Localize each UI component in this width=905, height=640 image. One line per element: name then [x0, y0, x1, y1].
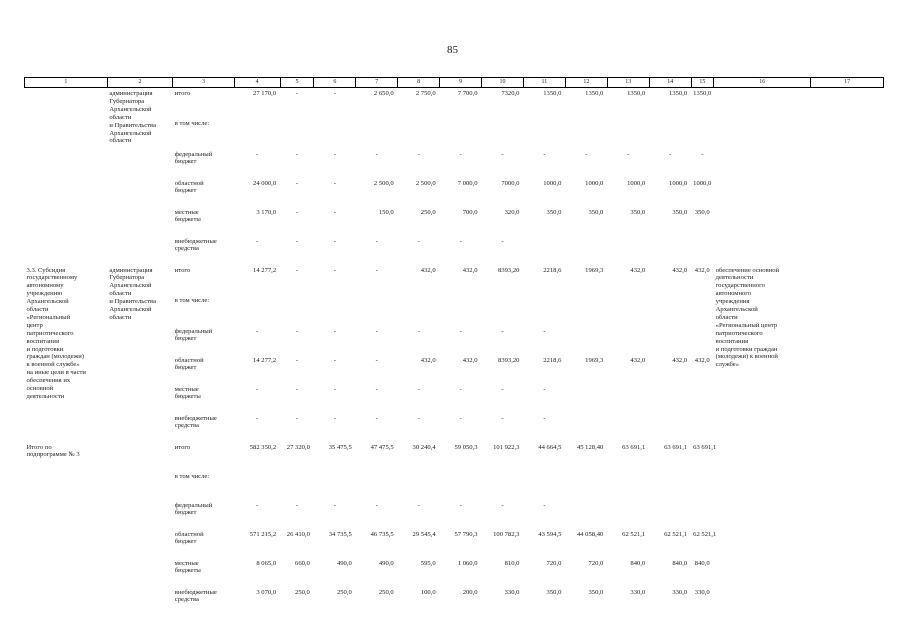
value-cell: -: [375, 266, 378, 274]
value-cell: 350,0: [672, 208, 688, 216]
value-cell: -: [459, 237, 462, 245]
value-cell: 1000,0: [627, 179, 646, 187]
empty-cell: [811, 265, 884, 442]
value-cell: 350,0: [630, 208, 646, 216]
value-cell: [523, 471, 565, 500]
value-cell: [607, 500, 649, 529]
value-cell: [523, 236, 565, 265]
value-cell: -: [256, 414, 259, 422]
value-cell: [565, 236, 607, 265]
value-cell: -: [501, 327, 504, 335]
value-cell: 350,0: [588, 208, 604, 216]
value-cell: -: [256, 327, 259, 335]
value-cell: 330,0: [504, 588, 520, 596]
value-cell: [649, 384, 691, 413]
column-header: 8: [398, 78, 440, 88]
value-cell: [280, 295, 314, 326]
value-cell: 432,0: [672, 356, 688, 364]
value-cell: 320,0: [504, 208, 520, 216]
value-cell: 350,0: [546, 208, 562, 216]
value-cell: 62 521,1: [664, 530, 688, 538]
value-cell: 330,0: [694, 588, 710, 596]
value-cell: -: [417, 385, 420, 393]
value-cell: 62 521,1: [622, 530, 646, 538]
value-cell: [314, 118, 356, 149]
value-cell: [234, 118, 280, 149]
table-body: [25, 88, 884, 616]
value-cell: -: [501, 150, 504, 158]
measure-name-cell: Итого по подпрограмме № 3: [26, 443, 80, 459]
value-cell: -: [543, 150, 546, 158]
value-cell: 101 922,3: [493, 443, 520, 451]
value-cell: 350,0: [588, 588, 604, 596]
value-cell: [314, 295, 356, 326]
column-header: 7: [356, 78, 398, 88]
value-cell: [565, 500, 607, 529]
value-cell: -: [459, 414, 462, 422]
value-cell: 35 475,5: [328, 443, 352, 451]
value-cell: -: [256, 385, 259, 393]
column-header: 5: [280, 78, 314, 88]
value-cell: -: [459, 327, 462, 335]
value-cell: 595,0: [420, 559, 436, 567]
value-cell: [356, 118, 398, 149]
value-cell: 26 410,0: [286, 530, 310, 538]
value-cell: 432,0: [420, 266, 436, 274]
value-cell: 24 000,0: [253, 179, 277, 187]
value-cell: -: [295, 414, 299, 422]
value-cell: [649, 295, 691, 326]
value-cell: 1350,0: [693, 90, 712, 97]
column-header: 16: [714, 78, 811, 88]
value-cell: -: [333, 150, 336, 158]
value-cell: [398, 471, 440, 500]
value-cell: -: [417, 327, 420, 335]
value-cell: 1000,0: [585, 179, 604, 187]
value-cell: 840,0: [630, 559, 646, 567]
value-cell: 1000,0: [543, 179, 562, 187]
value-cell: 7 000,0: [457, 179, 478, 187]
value-cell: 350,0: [546, 588, 562, 596]
value-cell: [234, 295, 280, 326]
value-cell: 2 500,0: [415, 179, 436, 187]
funding-source-cell: областной бюджет: [174, 530, 204, 546]
value-cell: [523, 118, 565, 149]
value-cell: [280, 471, 314, 500]
value-cell: 840,0: [694, 559, 710, 567]
value-cell: 27 170,0: [253, 90, 277, 97]
value-cell: -: [417, 414, 420, 422]
value-cell: -: [375, 327, 378, 335]
funding-source-cell: внебюджетные средства: [174, 237, 217, 253]
value-cell: 250,0: [378, 588, 394, 596]
value-cell: -: [701, 150, 704, 158]
funding-source-cell: итого: [174, 90, 191, 97]
column-header: 10: [482, 78, 524, 88]
value-cell: -: [333, 179, 336, 187]
value-cell: -: [295, 179, 299, 187]
column-header: 9: [440, 78, 482, 88]
value-cell: [607, 236, 649, 265]
value-cell: -: [501, 501, 504, 509]
value-cell: 57 790,3: [454, 530, 478, 538]
value-cell: 720,0: [546, 559, 562, 567]
value-cell: -: [256, 501, 259, 509]
value-cell: -: [256, 237, 259, 245]
table-row: [25, 88, 884, 119]
value-cell: 62 521,1: [693, 530, 717, 538]
value-cell: 1000,0: [693, 179, 712, 187]
column-header: 4: [234, 78, 280, 88]
column-header: 17: [811, 78, 884, 88]
value-cell: 330,0: [630, 588, 646, 596]
value-cell: 2 750,0: [415, 90, 436, 97]
value-cell: 660,0: [295, 559, 310, 567]
value-cell: [565, 118, 607, 149]
value-cell: -: [375, 237, 378, 245]
column-header: 1: [25, 78, 108, 88]
empty-cell: [811, 442, 884, 616]
value-cell: 2 500,0: [373, 179, 394, 187]
measure-name-cell: [25, 88, 108, 265]
value-cell: [607, 384, 649, 413]
column-header: 13: [607, 78, 649, 88]
value-cell: [607, 413, 649, 442]
value-cell: [234, 471, 280, 500]
value-cell: -: [417, 501, 420, 509]
value-cell: 63 691,1: [622, 443, 646, 451]
value-cell: -: [333, 501, 336, 509]
value-cell: 330,0: [672, 588, 688, 596]
measure-name-cell: 3.3. Субсидия государственному автономному учреждению Архангельской области «Региональный центр патриотического воспитания и подготовки граждан (молодежи) к военной службе» на иные цели в части обеспечения их основной деятельности: [26, 266, 86, 400]
value-cell: [565, 384, 607, 413]
value-cell: 1350,0: [627, 90, 646, 97]
column-header: 6: [314, 78, 356, 88]
value-cell: 432,0: [630, 356, 646, 364]
value-cell: 432,0: [462, 266, 478, 274]
page-number: 85: [447, 44, 458, 56]
funding-source-cell: итого: [174, 443, 191, 451]
value-cell: [356, 471, 398, 500]
value-cell: -: [295, 208, 299, 216]
value-cell: 1000,0: [669, 179, 688, 187]
value-cell: 8393,20: [498, 356, 520, 364]
value-cell: -: [333, 266, 336, 274]
value-cell: -: [501, 414, 504, 422]
value-cell: [565, 413, 607, 442]
value-cell: -: [627, 150, 630, 158]
value-cell: [440, 118, 482, 149]
value-cell: 2 650,0: [373, 90, 394, 97]
value-cell: [482, 295, 524, 326]
value-cell: 432,0: [672, 266, 688, 274]
column-header: 3: [173, 78, 234, 88]
value-cell: -: [459, 385, 462, 393]
funding-source-cell: в том числе:: [174, 472, 210, 480]
value-cell: 720,0: [588, 559, 604, 567]
budget-table: [24, 77, 884, 616]
value-cell: 44 058,40: [576, 530, 604, 538]
value-cell: 14 277,2: [253, 266, 277, 274]
funding-source-cell: местные бюджеты: [174, 208, 201, 224]
value-cell: -: [417, 150, 420, 158]
value-cell: [649, 471, 691, 500]
funding-source-cell: областной бюджет: [174, 179, 204, 195]
value-cell: -: [669, 150, 672, 158]
value-cell: 44 664,5: [538, 443, 562, 451]
value-cell: 582 350,2: [249, 443, 277, 451]
value-cell: 1 060,0: [457, 559, 478, 567]
value-cell: 63 691,1: [664, 443, 688, 451]
value-cell: 250,0: [295, 588, 310, 596]
value-cell: -: [333, 90, 336, 97]
table-row: [25, 442, 884, 471]
value-cell: 1969,3: [585, 356, 604, 364]
value-cell: 59 050,3: [454, 443, 478, 451]
value-cell: 2218,6: [543, 266, 562, 274]
funding-source-cell: в том числе:: [174, 120, 210, 127]
value-cell: 43 594,5: [538, 530, 562, 538]
value-cell: [691, 384, 713, 413]
value-cell: 34 735,5: [328, 530, 352, 538]
value-cell: 432,0: [630, 266, 646, 274]
funding-source-cell: федеральный бюджет: [174, 501, 213, 517]
value-cell: -: [543, 414, 546, 422]
column-header: 14: [649, 78, 691, 88]
value-cell: -: [375, 414, 378, 422]
value-cell: 8 065,0: [256, 559, 277, 567]
value-cell: 14 277,2: [253, 356, 277, 364]
value-cell: [607, 471, 649, 500]
column-number-header: [25, 78, 884, 88]
value-cell: [314, 471, 356, 500]
funding-source-cell: местные бюджеты: [174, 559, 201, 575]
value-cell: -: [295, 237, 299, 245]
value-cell: [607, 326, 649, 355]
funding-source-cell: внебюджетные средства: [174, 414, 217, 430]
value-cell: -: [295, 356, 299, 364]
result-description-cell: [714, 442, 811, 616]
value-cell: 150,0: [378, 208, 394, 216]
value-cell: 46 735,5: [370, 530, 394, 538]
value-cell: 810,0: [504, 559, 520, 567]
value-cell: [607, 118, 649, 149]
value-cell: 250,0: [420, 208, 436, 216]
value-cell: 700,0: [462, 208, 478, 216]
value-cell: [649, 413, 691, 442]
value-cell: -: [256, 150, 259, 158]
value-cell: -: [375, 356, 378, 364]
value-cell: 1350,0: [543, 90, 562, 97]
value-cell: -: [333, 208, 336, 216]
value-cell: 2218,6: [543, 356, 562, 364]
value-cell: 100 782,3: [493, 530, 520, 538]
value-cell: -: [501, 385, 504, 393]
funding-source-cell: местные бюджеты: [174, 385, 201, 401]
value-cell: [356, 295, 398, 326]
column-header: 15: [691, 78, 713, 88]
funding-source-cell: областной бюджет: [174, 356, 204, 372]
value-cell: [280, 118, 314, 149]
value-cell: -: [585, 150, 588, 158]
value-cell: -: [501, 237, 504, 245]
executor-cell: [107, 442, 172, 616]
value-cell: -: [375, 385, 378, 393]
value-cell: 7 700,0: [457, 90, 478, 97]
value-cell: [649, 326, 691, 355]
value-cell: [565, 295, 607, 326]
value-cell: -: [333, 327, 336, 335]
value-cell: 1350,0: [585, 90, 604, 97]
value-cell: -: [333, 237, 336, 245]
value-cell: -: [375, 501, 378, 509]
value-cell: [691, 500, 713, 529]
value-cell: [398, 295, 440, 326]
value-cell: [649, 118, 691, 149]
value-cell: [482, 118, 524, 149]
value-cell: -: [295, 90, 299, 97]
value-cell: 1969,3: [585, 266, 604, 274]
value-cell: 200,0: [462, 588, 478, 596]
value-cell: [649, 500, 691, 529]
value-cell: 27 320,0: [286, 443, 310, 451]
value-cell: -: [543, 327, 546, 335]
value-cell: -: [459, 501, 462, 509]
funding-source-cell: федеральный бюджет: [174, 327, 213, 343]
value-cell: 350,0: [694, 208, 710, 216]
value-cell: -: [417, 237, 420, 245]
value-cell: 7000,0: [501, 179, 520, 187]
value-cell: -: [295, 266, 299, 274]
funding-source-cell: итого: [174, 266, 191, 274]
value-cell: [649, 236, 691, 265]
table-row: [25, 265, 884, 296]
value-cell: -: [295, 327, 299, 335]
value-cell: -: [459, 150, 462, 158]
funding-source-cell: федеральный бюджет: [174, 150, 213, 166]
result-description-cell: [714, 88, 811, 265]
value-cell: [482, 471, 524, 500]
value-cell: -: [543, 501, 546, 509]
executor-cell: администрация Губернатора Архангельской области и Правительства Архангельской области: [109, 266, 156, 321]
value-cell: 432,0: [462, 356, 478, 364]
value-cell: 63 691,1: [693, 443, 717, 451]
value-cell: 3 070,0: [256, 588, 277, 596]
column-header: 11: [523, 78, 565, 88]
value-cell: 8393,20: [498, 266, 520, 274]
value-cell: 490,0: [378, 559, 394, 567]
value-cell: 250,0: [336, 588, 352, 596]
result-description-cell: обеспечение основной деятельности государственного автономного учреждения Архангельской области «Региональный центр патриотического воспитания и подготовки граждан (молодежи) к военной службе»: [715, 266, 780, 369]
value-cell: -: [333, 356, 336, 364]
funding-source-cell: в том числе:: [174, 297, 210, 304]
value-cell: 432,0: [420, 356, 436, 364]
empty-cell: [811, 88, 884, 265]
value-cell: 3 170,0: [256, 208, 277, 216]
value-cell: 571 215,2: [249, 530, 277, 538]
column-header: 12: [565, 78, 607, 88]
value-cell: [565, 471, 607, 500]
value-cell: 432,0: [694, 356, 710, 364]
value-cell: [440, 295, 482, 326]
value-cell: 7320,0: [501, 90, 520, 97]
value-cell: [691, 413, 713, 442]
value-cell: [565, 326, 607, 355]
value-cell: -: [295, 501, 299, 509]
value-cell: -: [295, 150, 299, 158]
value-cell: -: [375, 150, 378, 158]
value-cell: [691, 295, 713, 326]
value-cell: [440, 471, 482, 500]
column-header: 2: [107, 78, 172, 88]
value-cell: [691, 471, 713, 500]
value-cell: -: [333, 414, 336, 422]
funding-source-cell: внебюджетные средства: [174, 588, 217, 604]
value-cell: -: [333, 385, 336, 393]
value-cell: 47 475,5: [370, 443, 394, 451]
value-cell: [691, 118, 713, 149]
value-cell: -: [543, 385, 546, 393]
value-cell: [523, 295, 565, 326]
value-cell: 100,0: [420, 588, 436, 596]
value-cell: 490,0: [336, 559, 352, 567]
value-cell: 1350,0: [669, 90, 688, 97]
executor-cell: администрация Губернатора Архангельской области и Правительства Архангельской области: [109, 90, 156, 145]
value-cell: 30 240,4: [412, 443, 436, 451]
value-cell: -: [295, 385, 299, 393]
value-cell: 432,0: [694, 266, 710, 274]
value-cell: 45 128,40: [576, 443, 604, 451]
value-cell: [607, 295, 649, 326]
value-cell: 840,0: [672, 559, 688, 567]
value-cell: [398, 118, 440, 149]
value-cell: 29 545,4: [412, 530, 436, 538]
value-cell: [691, 326, 713, 355]
value-cell: [691, 236, 713, 265]
